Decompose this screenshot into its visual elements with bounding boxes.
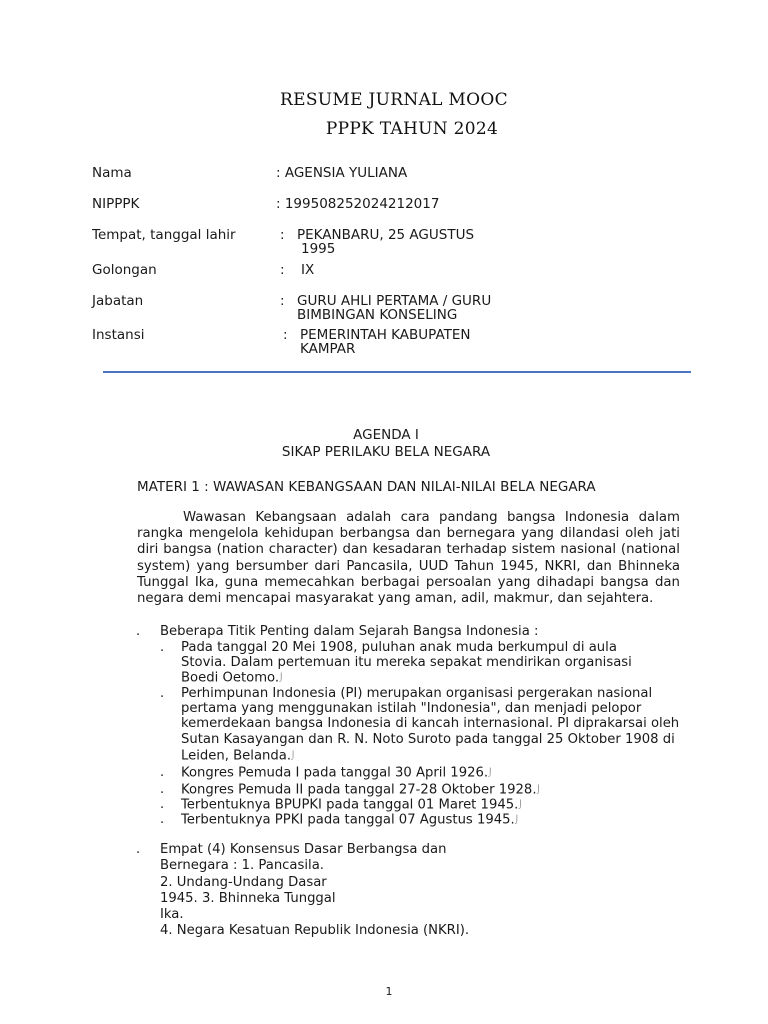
agenda-subheading: SIKAP PERILAKU BELA NEGARA <box>281 444 491 460</box>
nipppk-value: : 199508252024212017 <box>276 196 440 212</box>
bullet: . <box>160 782 165 797</box>
separator-line <box>103 371 691 373</box>
ttl-colon: : <box>280 227 285 243</box>
page-number: 1 <box>385 985 393 998</box>
consensus-line1: Empat (4) Konsensus Dasar Berbangsa dan <box>160 842 447 857</box>
history-item-3: Kongres Pemuda I pada tanggal 30 April 1926.⌡ <box>181 765 493 781</box>
history-item-2-line5: Leiden, Belanda.⌡ <box>181 748 296 764</box>
instansi-colon: : <box>283 327 288 343</box>
bullet: . <box>160 686 165 701</box>
history-item-2-line3: kemerdekaan bangsa Indonesia di kancah internasional. PI diprakarsai oleh <box>181 716 680 731</box>
instansi-value-line1: PEMERINTAH KABUPATEN <box>300 327 471 343</box>
ttl-value-line1: PEKANBARU, 25 AGUSTUS <box>297 227 475 243</box>
ttl-label: Tempat, tanggal lahir <box>92 227 236 243</box>
instansi-label: Instansi <box>92 327 145 343</box>
golongan-label: Golongan <box>92 262 157 278</box>
materi-heading: MATERI 1 : WAWASAN KEBANGSAAN DAN NILAI-NILAI BELA NEGARA <box>137 479 596 495</box>
consensus-line4: 1945. 3. Bhinneka Tunggal <box>160 891 336 906</box>
bullet: . <box>136 842 141 857</box>
history-item-1-line2: Stovia. Dalam pertemuan itu mereka sepakat mendirikan organisasi <box>181 655 632 670</box>
paragraph-mark-icon: ⌡ <box>488 768 493 777</box>
history-item-6: Terbentuknya PPKI pada tanggal 07 Agustus 1945.⌡ <box>181 812 519 828</box>
agenda-heading: AGENDA I <box>353 427 419 443</box>
consensus-line2: Bernegara : 1. Pancasila. <box>160 858 324 873</box>
document-subtitle: PPPK TAHUN 2024 <box>325 119 499 139</box>
consensus-line5: Ika. <box>160 907 184 922</box>
golongan-value: IX <box>301 262 315 278</box>
paragraph-mark-icon: ⌡ <box>514 815 519 824</box>
history-item-1-line3: Boedi Oetomo.⌡ <box>181 670 284 686</box>
golongan-colon: : <box>280 262 285 278</box>
paragraph-mark-icon: ⌡ <box>291 751 296 760</box>
instansi-value-line2: KAMPAR <box>300 341 356 357</box>
document-title: RESUME JURNAL MOOC <box>280 90 508 110</box>
ttl-value-line2: 1995 <box>301 241 336 257</box>
nama-label: Nama <box>92 165 132 181</box>
consensus-line3: 2. Undang-Undang Dasar <box>160 875 327 890</box>
jabatan-colon: : <box>280 293 285 309</box>
bullet: . <box>160 797 165 812</box>
bullet: . <box>136 624 141 639</box>
history-item-2-line4: Sutan Kasayangan dan R. N. Noto Suroto pada tanggal 25 Oktober 1908 di <box>181 732 675 747</box>
history-item-2-line2: pertama yang menggunakan istilah "Indonesia", dan menjadi pelopor <box>181 701 642 716</box>
jabatan-label: Jabatan <box>92 293 144 309</box>
history-heading: Beberapa Titik Penting dalam Sejarah Bangsa Indonesia : <box>160 624 539 639</box>
consensus-line6: 4. Negara Kesatuan Republik Indonesia (NKRI). <box>160 923 470 938</box>
paragraph-mark-icon: ⌡ <box>536 785 541 794</box>
paragraph-mark-icon: ⌡ <box>518 800 523 809</box>
history-item-2-line1: Perhimpunan Indonesia (PI) merupakan organisasi pergerakan nasional <box>181 686 653 701</box>
bullet: . <box>160 640 165 655</box>
nipppk-label: NIPPPK <box>92 196 140 212</box>
history-item-1-line1: Pada tanggal 20 Mei 1908, puluhan anak muda berkumpul di aula <box>181 640 617 655</box>
jabatan-value-line2: BIMBINGAN KONSELING <box>297 307 458 323</box>
paragraph-mark-icon: ⌡ <box>279 673 284 682</box>
nama-value: : AGENSIA YULIANA <box>276 165 408 181</box>
jabatan-value-line1: GURU AHLI PERTAMA / GURU <box>297 293 492 309</box>
history-item-5: Terbentuknya BPUPKI pada tanggal 01 Maret 1945.⌡ <box>181 797 523 813</box>
bullet: . <box>160 765 165 780</box>
body-paragraph: Wawasan Kebangsaan adalah cara pandang bangsa Indonesia dalam rangka mengelola kehidupan berbangsa dan bernegara yang dilandasi oleh jati diri bangsa (nation character) dan kesadaran terhadap sistem nasional (national system) yang bersumber dari Pancasila, UUD Tahun 1945, NKRI, dan Bhinneka Tunggal Ika, guna memecahkan berbagai persoalan yang dihadapi bangsa dan negara demi mencapai masyarakat yang aman, adil, makmur, dan sejahtera. <box>137 510 680 607</box>
history-item-4: Kongres Pemuda II pada tanggal 27-28 Oktober 1928.⌡ <box>181 782 541 798</box>
bullet: . <box>160 812 165 827</box>
